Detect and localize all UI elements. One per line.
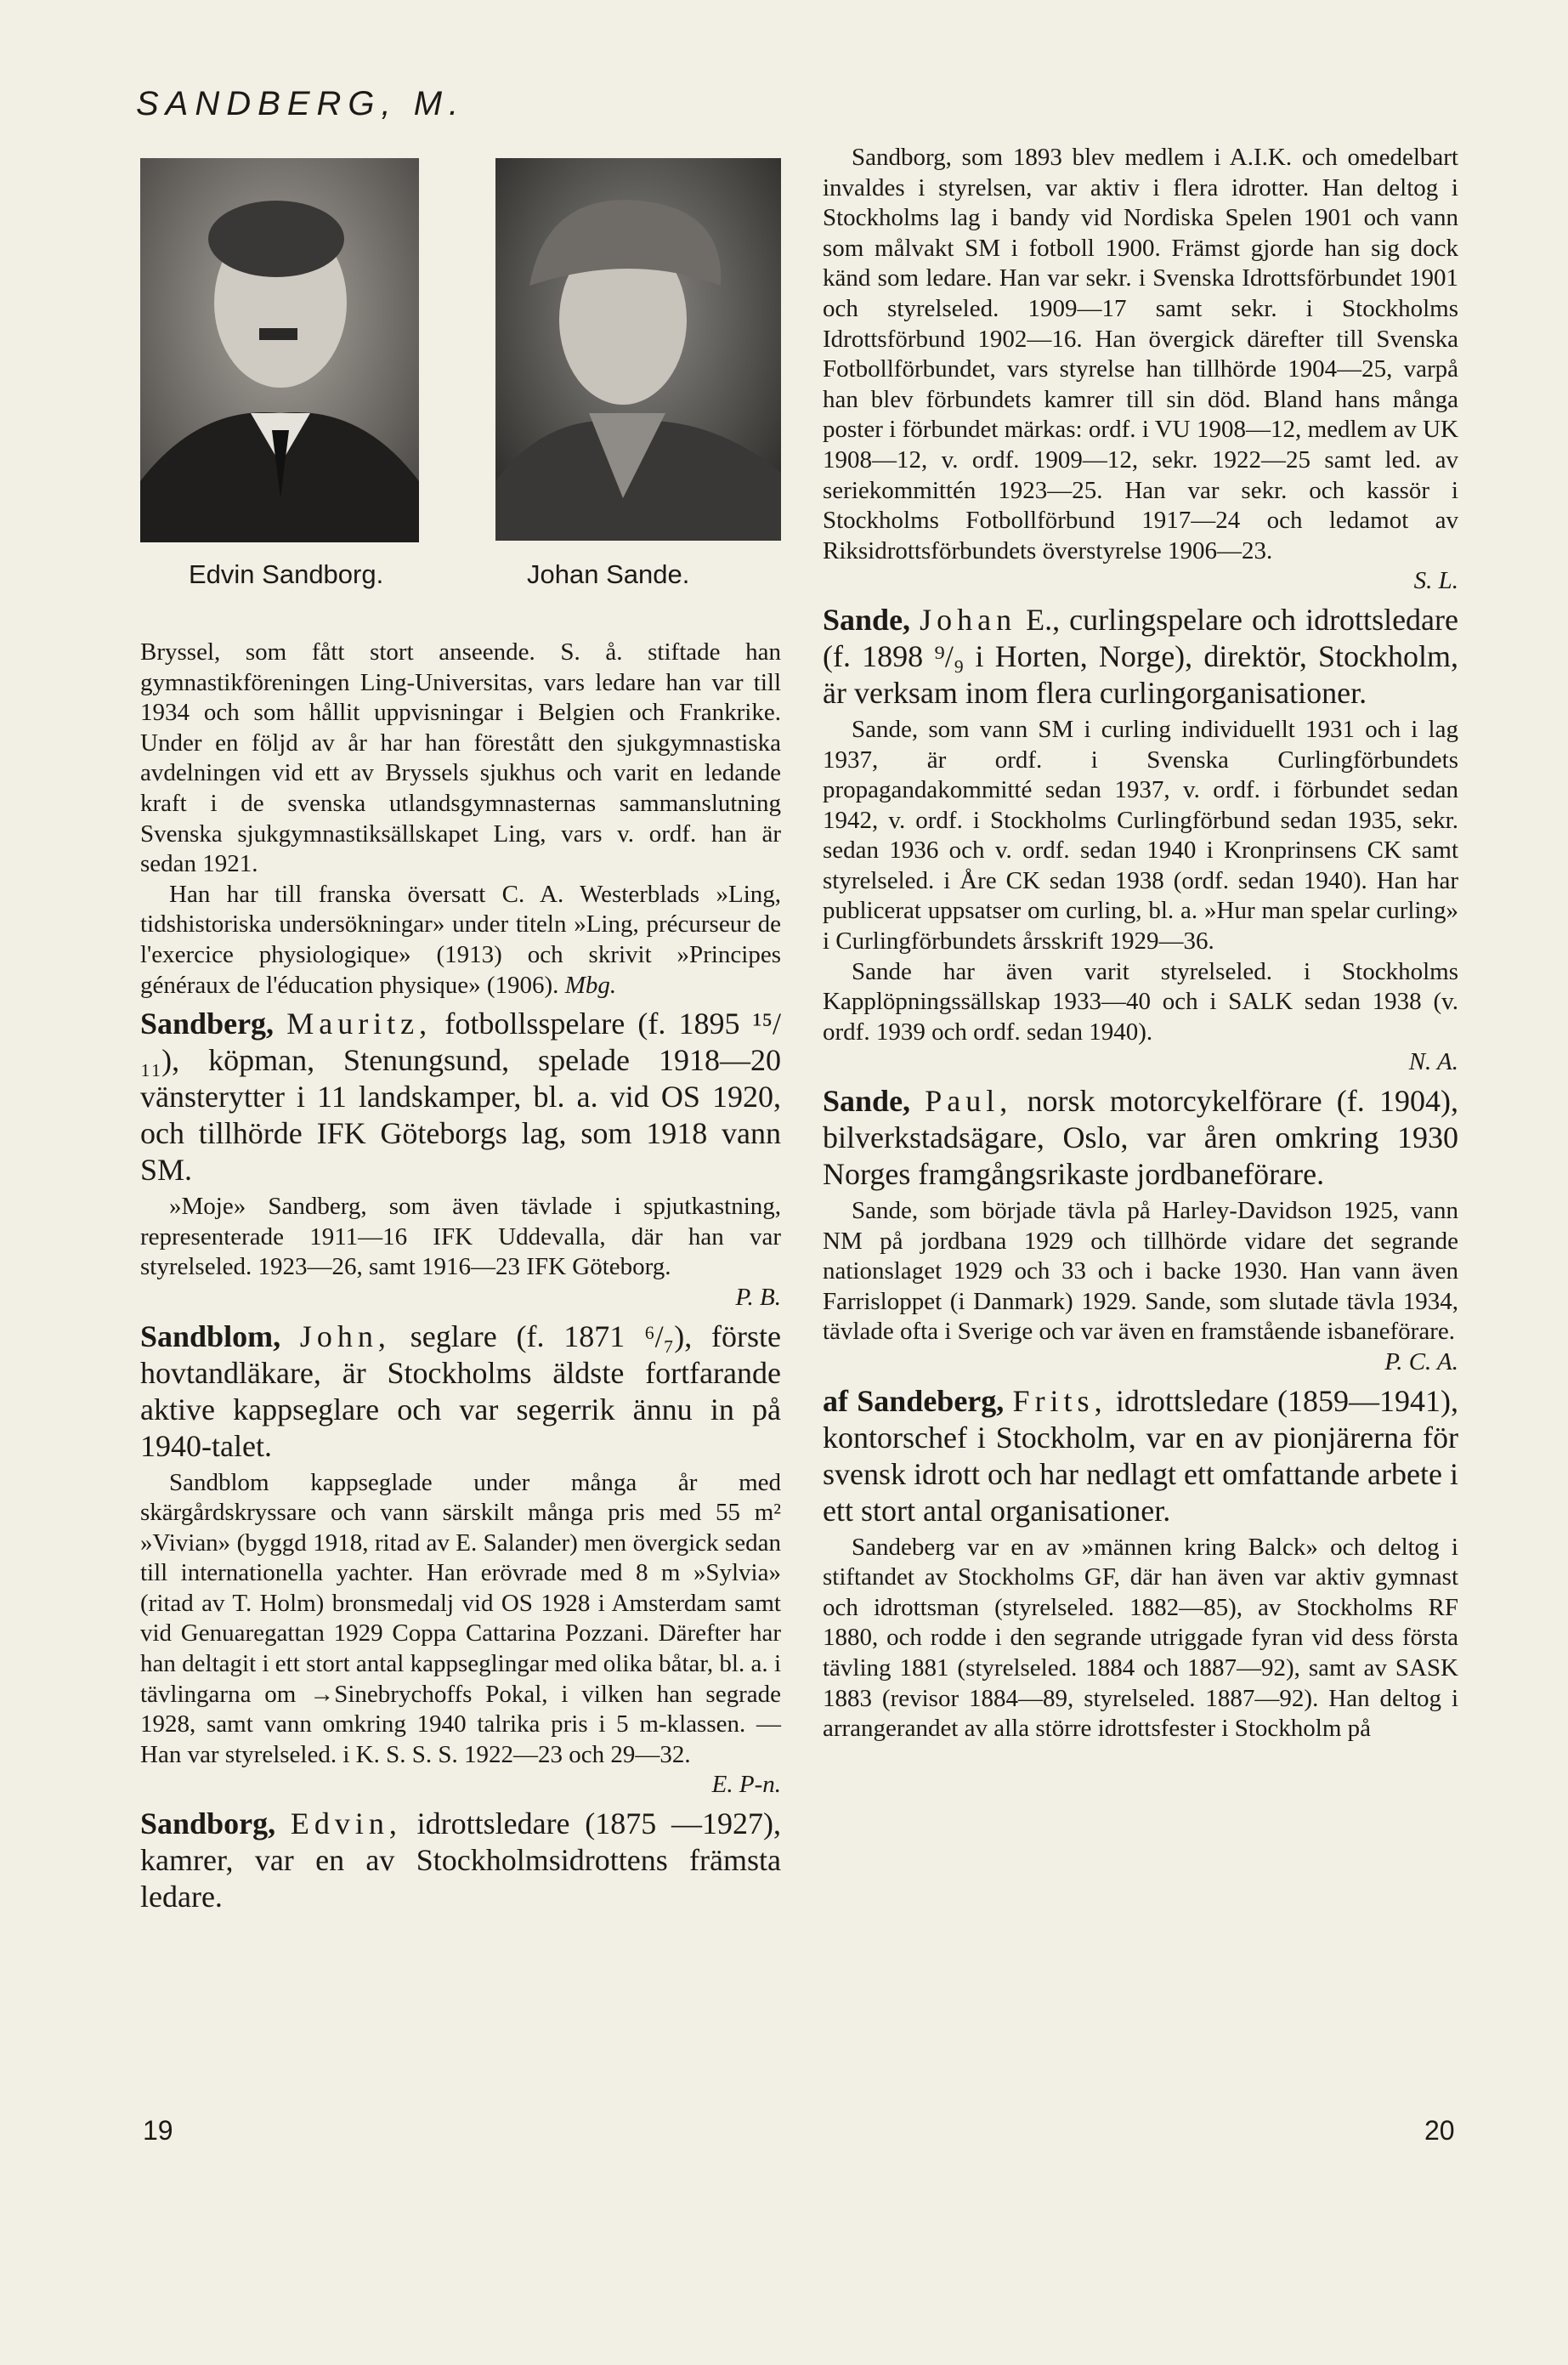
paragraph: Bryssel, som fått stort anseende. S. å. stiftade han gymnastikföreningen Ling-Universitas, vars ledare han var till 1934 och som hållit uppvisningar i Belgien och Frankrike. Under en följd av år har han förestått den sjukgymnastiska avdelningen vid ett av Bryssels sjukhus och varit en ledande kraft i de svenska utlandsgymnasternas sammanslutning Svenska sjukgymnastiksällskapet Ling, vars v. ordf. han är sedan 1921.: [140, 638, 781, 878]
right-column: [823, 143, 1458, 1744]
signature: Mbg.: [564, 971, 617, 999]
paragraph: Sandborg, som 1893 blev medlem i A.I.K. och omedelbart invaldes i styrelsen, var aktiv i flera idrotter. Han deltog i Stockholms lag i bandy vid Nordiska Spelen 1901 och vann som målvakt SM i fotboll 1900. Främst gjorde han sig dock känd som ledare. Han var sekr. i Svenska Idrottsförbundet 1901 och styrelseled. 1909—17 samt sekr. i Stockholms Idrottsförbund 1902—16. Han övergick därefter till Svenska Fotbollförbundet, vars styrelse han tillhörde 1904—25, varpå han blev förbundets kamrer till sin död. Bland hans många poster i förbundet märkas: ordf. i VU 1908—12, medlem av UK 1908—12, v. ordf. 1909—12, sekr. 1922—25 samt led. av seriekommittén 1923—25. Han var sekr. och kassör i Stockholms Fotbollförbund 1917—24 och ledamot av Riksidrottsförbundets överstyrelse 1906—23.: [823, 144, 1458, 564]
portrait-photo-johan-sande: [495, 158, 781, 541]
portrait-photo-edvin-sandborg: [140, 158, 419, 542]
entry-heading-sandblom-john: Sandblom, John, seglare (f. 1871 ⁶/₇), förste hovtandläkare, är Stockholms äldste fortfarande aktive kappseglare och var segerrik ännu in på 1940-talet.: [140, 1319, 782, 1463]
signature: N. A.: [1408, 1048, 1458, 1076]
signature: P. B.: [735, 1283, 781, 1311]
signature: E. P-n.: [711, 1771, 781, 1799]
paragraph: »Moje» Sandberg, som även tävlade i spjutkastning, representerade 1911—16 IFK Uddevalla, där han var styrelseled. 1923—26, samt 1916—23 IFK Göteborg.: [140, 1193, 781, 1281]
photo-caption-johan-sande: Johan Sande.: [527, 559, 690, 589]
signature: S. L.: [1413, 567, 1458, 595]
paragraph: Han har till franska översatt C. A. Westerblads »Ling, tidshistoriska undersökningar» under titeln »Ling, précurseur de l'exercice physiologique» (1913) och skrivit »Principes généraux de l'éducation physique» (1906). Mbg.: [140, 880, 781, 999]
entry-heading-sandberg-mauritz: Sandberg, Mauritz, fotbollsspelare (f. 1895 ¹⁵/₁₁), köpman, Stenungsund, spelade 1918—20 vänsterytter i 11 landskamper, bl. a. vid OS 1920, och tillhörde IFK Göteborgs lag, som 1918 vann SM.: [140, 1007, 782, 1188]
photo-caption-edvin-sandborg: Edvin Sandborg.: [189, 559, 384, 589]
page-number-right: 20: [1424, 2115, 1455, 2146]
paragraph: Sande, som vann SM i curling individuellt 1931 och i lag 1937, är ordf. i Svenska Curlingförbundets propagandakommitté sedan 1937, v. ordf. i förbundet sedan 1942, v. ordf. i Stockholms Curlingförbund sedan 1935, sekr. sedan 1936 och v. ordf. sedan 1940 i Kronprinsens CK samt styrelseled. i Åre CK sedan 1938 (ordf. sedan 1940). Han har publicerat uppsatser om curling, bl. a. »Hur man spelar curling» i Curlingförbundets årsskrift 1929—36.: [823, 715, 1458, 956]
left-column: [140, 638, 781, 1919]
running-head: SANDBERG, M.: [136, 85, 466, 122]
paragraph: Sande har även varit styrelseled. i Stockholms Kapplöpningssällskap 1933—40 och i SALK sedan 1938 (v. ordf. 1939 och ordf. sedan 1940).: [823, 957, 1458, 1046]
paragraph: Sande, som började tävla på Harley-Davidson 1925, vann NM på jordbana 1929 och tillhörde vidare det segrande nationslaget 1929 och 33 och i backe 1930. Han vann även Farrisloppet (i Danmark) 1929. Sande, som slutade tävla 1934, tävlade ofta i Sverige och var även en framstående isbaneförare.: [823, 1197, 1458, 1346]
entry-heading-sande-paul: Sande, Paul, norsk motorcykelförare (f. 1904), bilverkstadsägare, Oslo, var åren omkring 1930 Norges framgångsrikaste jordbaneförare.: [823, 1084, 1458, 1192]
paragraph: Sandblom kappseglade under många år med skärgårdskryssare och vann särskilt många pris med 55 m² »Vivian» (byggd 1918, ritad av E. Salander) men övergick sedan till internationella yachter. Han erövrade med 8 m »Sylvia» (ritad av T. Holm) bronsmedalj vid OS 1928 i Amsterdam samt vid Genuaregattan 1929 Coppa Cattarina Pozzani. Därefter har han deltagit i ett stort antal kappseglingar med olika båtar, bl. a. i tävlingarna om →Sinebrychoffs Pokal, i vilken han segrade 1928, samt vann omkring 1940 talrika pris i 5 m-klassen. — Han var styrelseled. i K. S. S. S. 1922—23 och 29—32.: [140, 1468, 781, 1768]
entry-heading-af-sandeberg-frits: af Sandeberg, Frits, idrottsledare (1859—1941), kontorschef i Stockholm, var en av pionjärerna för svensk idrott och har nedlagt ett omfattande arbete i ett stort antal organisationer.: [823, 1383, 1459, 1528]
paragraph: Sandeberg var en av »männen kring Balck» och deltog i stiftandet av Stockholms GF, där han även var aktiv gymnast och idrottsman (styrelseled. 1882—85), av Stockholms RF 1880, och rodde i den segrande utriggade fyran vid dess första tävling 1881 (styrelseled. 1884 och 1887—92), samt av SASK 1883 (revisor 1884—89, styrelseled. 1887—92). Han deltog i arrangerandet av alla större idrottsfester i Stockholm på: [823, 1533, 1458, 1743]
signature: P. C. A.: [1384, 1348, 1458, 1375]
page-number-left: 19: [143, 2115, 173, 2146]
entry-heading-sandborg-edvin: Sandborg, Edvin, idrottsledare (1875 —1927), kamrer, var en av Stockholmsidrottens främsta ledare.: [140, 1806, 782, 1914]
entry-heading-sande-johan: Sande, Johan E., curlingspelare och idrottsledare (f. 1898 ⁹/₉ i Horten, Norge), direktör, Stockholm, är verksam inom flera curlingorganisationer.: [823, 602, 1458, 710]
